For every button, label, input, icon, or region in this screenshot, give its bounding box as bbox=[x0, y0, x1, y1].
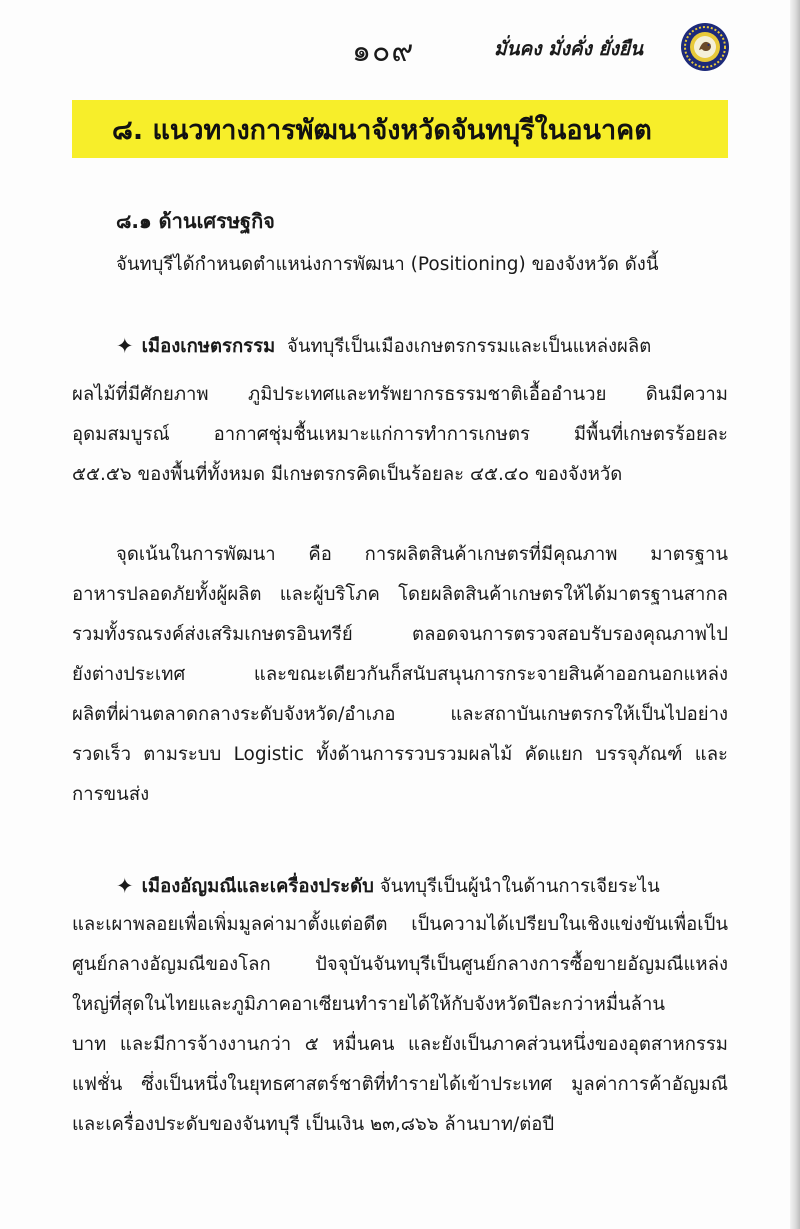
paragraph-line: บาท และมีการจ้างงานกว่า ๕ หมื่นคน และยังเป็นภาคส่วนหนึ่งของอุตสาหกรรม bbox=[72, 1034, 728, 1055]
chapter-title: ๘. แนวทางการพัฒนาจังหวัดจันทบุรีในอนาคต bbox=[112, 114, 652, 146]
paragraph-line bbox=[116, 336, 651, 357]
page-edge-shadow bbox=[790, 0, 800, 1229]
paragraph-line: อาหารปลอดภัยทั้งผู้ผลิต และผู้บริโภค โดยผลิตสินค้าเกษตรให้ได้มาตรฐานสากล bbox=[72, 584, 728, 605]
paragraph-line: ยังต่างประเทศ และขณะเดียวกันก็สนับสนุนการกระจายสินค้าออกนอกแหล่ง bbox=[72, 664, 728, 685]
paragraph-line: และเผาพลอยเพื่อเพิ่มมูลค่ามาตั้งแต่อดีต เป็นความได้เปรียบในเชิงแข่งขันเพื่อเป็น bbox=[72, 914, 728, 935]
provincial-seal-icon bbox=[680, 22, 730, 72]
paragraph-line: ผลไม้ที่มีศักยภาพ ภูมิประเทศและทรัพยากรธรรมชาติเอื้ออำนวย ดินมีความ bbox=[72, 384, 728, 405]
paragraph-line: ๕๕.๕๖ ของพื้นที่ทั้งหมด มีเกษตรกรคิดเป็นร้อยละ ๔๕.๔๐ ของจังหวัด bbox=[72, 464, 623, 485]
chapter-title-bar bbox=[72, 100, 728, 158]
slogan: มั่นคง มั่งคั่ง ยั่งยืน bbox=[494, 38, 644, 60]
section-intro: จันทบุรีได้กำหนดตำแหน่งการพัฒนา (Positioning) ของจังหวัด ดังนี้ bbox=[116, 254, 659, 275]
paragraph-line: ศูนย์กลางอัญมณีของโลก ปัจจุบันจันทบุรีเป็นศูนย์กลางการซื้อขายอัญมณีแหล่ง bbox=[72, 954, 728, 975]
paragraph-line: และเครื่องประดับของจันทบุรี เป็นเงิน ๒๓,๘๖๖ ล้านบาท/ต่อปี bbox=[72, 1114, 555, 1135]
paragraph-line: ใหญ่ที่สุดในไทยและภูมิภาคอาเซียนทำรายได้ให้กับจังหวัดปีละกว่าหมื่นล้าน bbox=[72, 994, 666, 1015]
paragraph-line: รวมทั้งรณรงค์ส่งเสริมเกษตรอินทรีย์ ตลอดจนการตรวจสอบรับรองคุณภาพไป bbox=[72, 624, 728, 645]
paragraph-text: จันทบุรีเป็นเมืองเกษตรกรรมและเป็นแหล่งผลิต bbox=[286, 336, 652, 357]
paragraph-line: ผลิตที่ผ่านตลาดกลางระดับจังหวัด/อำเภอ และสถาบันเกษตรกรให้เป็นไปอย่าง bbox=[72, 704, 728, 725]
paragraph-line: รวดเร็ว ตามระบบ Logistic ทั้งด้านการรวบรวมผลไม้ คัดแยก บรรจุภัณฑ์ และ bbox=[72, 744, 728, 765]
paragraph-line: อุดมสมบูรณ์ อากาศชุ่มชื้นเหมาะแก่การทำการเกษตร มีพื้นที่เกษตรร้อยละ bbox=[72, 424, 728, 445]
star-bullet-icon: ✦ bbox=[116, 874, 134, 898]
paragraph-line: จุดเน้นในการพัฒนา คือ การผลิตสินค้าเกษตรที่มีคุณภาพ มาตรฐาน bbox=[116, 544, 728, 565]
paragraph-line: แฟชั่น ซึ่งเป็นหนึ่งในยุทธศาสตร์ชาติที่ทำรายได้เข้าประเทศ มูลค่าการค้าอัญมณี bbox=[72, 1074, 728, 1095]
star-bullet-icon: ✦ bbox=[116, 334, 134, 358]
paragraph-line bbox=[116, 876, 660, 897]
page-number: ๑๐๙ bbox=[352, 34, 415, 69]
agriculture-label: เมืองเกษตรกรรม bbox=[141, 336, 276, 357]
gems-label: เมืองอัญมณีและเครื่องประดับ bbox=[141, 876, 374, 897]
paragraph-text: จันทบุรีเป็นผู้นำในด้านการเจียระไน bbox=[379, 876, 660, 897]
paragraph-line: การขนส่ง bbox=[72, 784, 150, 805]
section-heading: ๘.๑ ด้านเศรษฐกิจ bbox=[116, 209, 275, 233]
page-header bbox=[0, 22, 800, 72]
